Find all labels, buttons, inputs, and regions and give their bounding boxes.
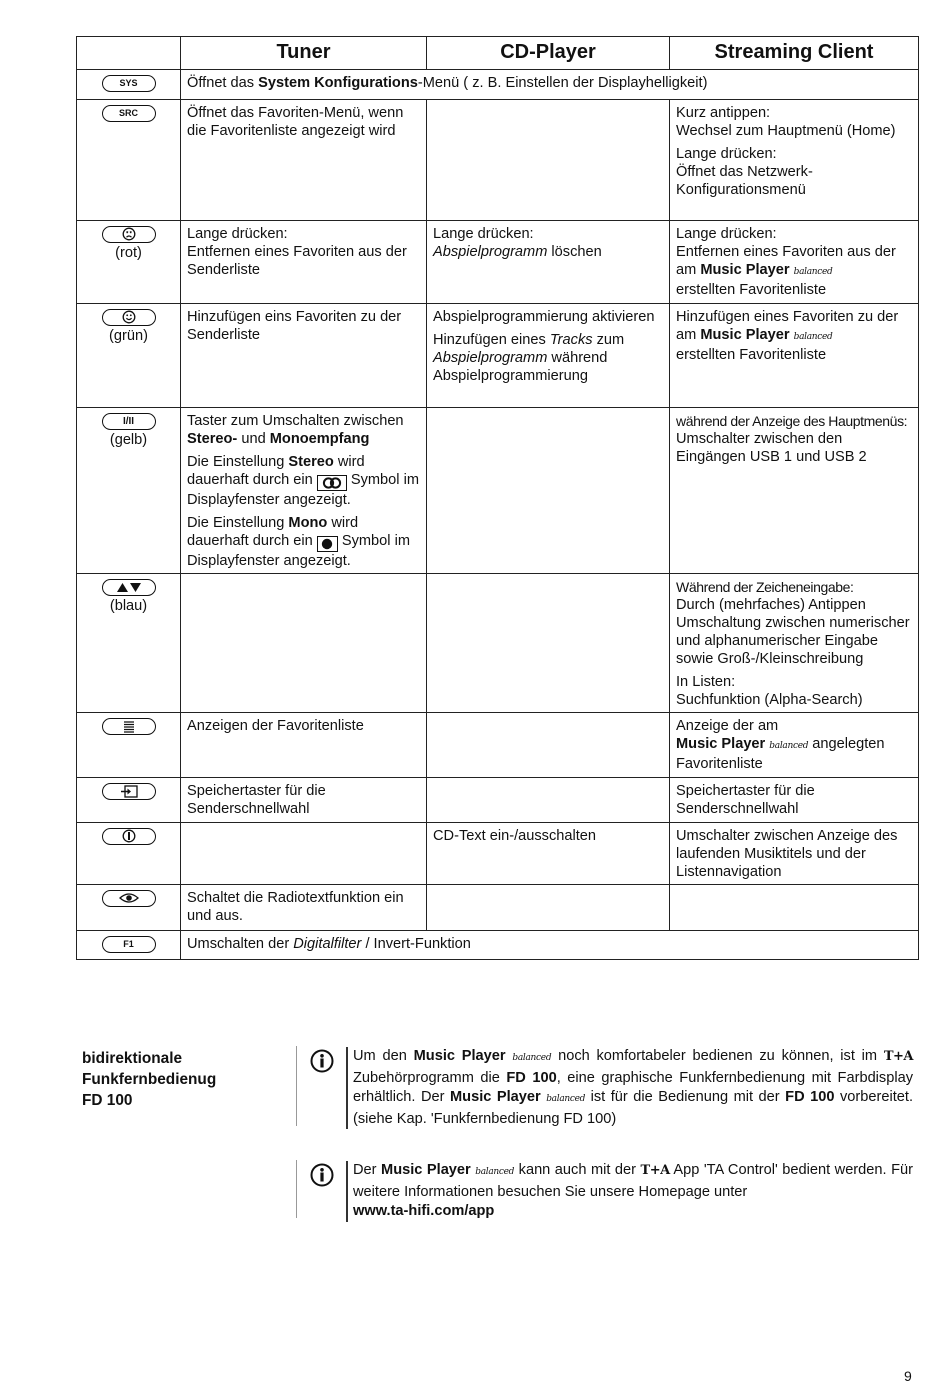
key-color-label: (rot) [115, 245, 142, 261]
f1-button-icon: F1 [102, 936, 156, 953]
table-row [77, 100, 919, 221]
balanced-logo: balanced [546, 1094, 586, 1104]
tuner-cell: Speichertaster für die Senderschnellwahl [181, 778, 427, 823]
key-cell [77, 408, 181, 574]
table-row [77, 713, 919, 778]
section-heading: bidirektionale Funkfernbedienug FD 100 [82, 1050, 217, 1109]
key-cell [77, 70, 181, 100]
table-row [77, 778, 919, 823]
info-icon [310, 1163, 334, 1187]
up-down-arrow-button-icon [102, 579, 156, 596]
src-button-icon: SRC [102, 105, 156, 122]
tuner-cell: Lange drücken: Entfernen eines Favoriten aus der Senderliste [181, 221, 427, 304]
divider [296, 1160, 297, 1218]
note-fd100: Um den Music Player balanced noch komfortabeler bedienen zu können, ist im T+A Zubehörprogramm die FD 100, eine graphische Funkfernbedienung mit Farbdisplay erhältlich. Der Music Player balanced ist für die Bedienung mit der FD 100 vorbereitet. (siehe Kap. 'Funkfernbedienung FD 100) [346, 1047, 913, 1129]
table-row [77, 931, 919, 960]
eye-button-icon [102, 890, 156, 907]
tuner-cell: Schaltet die Radiotextfunktion ein und aus. [181, 885, 427, 931]
tuner-cell: Öffnet das Favoriten-Menü, wenn die Favoritenliste angezeigt wird [181, 100, 427, 221]
cd-cell: Lange drücken: Abspielprogramm löschen [427, 221, 670, 304]
stream-cell: Speichertaster für die Senderschnellwahl [670, 778, 919, 823]
balanced-logo: balanced [793, 332, 833, 342]
key-cell [77, 823, 181, 885]
header-key [77, 37, 181, 70]
stream-cell [670, 885, 919, 931]
tuner-cell: Taster zum Umschalten zwischen Stereo- und Monoempfang Die Einstellung Stereo wird dauerhaft durch ein Symbol im Displayfenster angezeigt. Die Einstellung Mono wird dauerhaft durch ein Symbol im Displayfenster angezeigt. [181, 408, 427, 574]
function-table [76, 36, 919, 960]
stream-cell: Umschalter zwischen Anzeige des laufenden Musiktitels und der Listennavigation [670, 823, 919, 885]
key-cell [77, 100, 181, 221]
balanced-logo: balanced [769, 741, 809, 751]
stream-cell: Kurz antippen: Wechsel zum Hauptmenü (Home) Lange drücken: Öffnet das Netzwerk-Konfigurationsmenü [670, 100, 919, 221]
key-cell [77, 885, 181, 931]
stream-cell: Lange drücken: Entfernen eines Favoriten aus der am Music Player balanced erstellten Favoritenliste [670, 221, 919, 304]
stream-cell: während der Anzeige des Hauptmenüs: Umschalter zwischen den Eingängen USB 1 und USB 2 [670, 408, 919, 574]
cd-cell [427, 100, 670, 221]
tuner-cell [181, 823, 427, 885]
stream-cell: Anzeige der am Music Player balanced angelegten Favoritenliste [670, 713, 919, 778]
key-cell [77, 221, 181, 304]
key-cell [77, 931, 181, 960]
mono-symbol-icon [317, 536, 338, 552]
key-color-label: (grün) [109, 328, 148, 344]
key-cell [77, 574, 181, 713]
stereo-symbol-icon [317, 475, 347, 491]
tuner-cell [181, 574, 427, 713]
cd-cell [427, 778, 670, 823]
stereo-mono-button-icon: I/II [102, 413, 156, 430]
info-button-icon [102, 828, 156, 845]
table-row [77, 823, 919, 885]
smile-face-button-icon [102, 309, 156, 326]
tuner-cell: Hinzufügen eins Favoriten zu der Senderliste [181, 304, 427, 408]
list-button-icon [102, 718, 156, 735]
key-cell [77, 304, 181, 408]
key-color-label: (gelb) [109, 432, 148, 448]
cd-cell: Abspielprogrammierung aktivieren Hinzufügen eines Tracks zum Abspielprogramm während Abspielprogrammierung [427, 304, 670, 408]
table-row [77, 70, 919, 100]
span-cell: Umschalten der Digitalfilter / Invert-Funktion [181, 931, 919, 960]
cd-cell [427, 885, 670, 931]
header-streaming-client: Streaming Client [670, 37, 919, 70]
homepage-link[interactable]: www.ta-hifi.com/app [353, 1203, 495, 1219]
key-cell [77, 713, 181, 778]
stream-cell: Hinzufügen eines Favoriten zu der am Music Player balanced erstellten Favoritenliste [670, 304, 919, 408]
table-row [77, 304, 919, 408]
table-row [77, 221, 919, 304]
table-row [77, 408, 919, 574]
balanced-logo: balanced [512, 1053, 552, 1063]
table-row [77, 885, 919, 931]
table-header-row [77, 37, 919, 70]
cd-cell [427, 574, 670, 713]
header-cd-player: CD-Player [427, 37, 670, 70]
key-cell [77, 778, 181, 823]
tuner-cell: Anzeigen der Favoritenliste [181, 713, 427, 778]
key-color-label: (blau) [109, 598, 148, 614]
note-ta-control-app: Der Music Player balanced kann auch mit der T+A App 'TA Control' bedient werden. Für weitere Informationen besuchen Sie unsere Homepage unter www.ta-hifi.com/app [346, 1161, 913, 1222]
balanced-logo: balanced [475, 1167, 515, 1177]
table-row [77, 574, 919, 713]
store-button-icon [102, 783, 156, 800]
info-icon [310, 1049, 334, 1073]
ta-brand-logo: T+A [883, 1049, 914, 1064]
ta-brand-logo: T+A [640, 1163, 670, 1178]
sad-face-button-icon [102, 226, 156, 243]
cd-cell [427, 713, 670, 778]
page-number: 9 [904, 1368, 912, 1384]
cd-cell: CD-Text ein-/ausschalten [427, 823, 670, 885]
header-tuner: Tuner [181, 37, 427, 70]
cd-cell [427, 408, 670, 574]
stream-cell: Während der Zeicheneingabe: Durch (mehrfaches) Antippen Umschaltung zwischen numerischer und alphanumerischer Eingabe sowie Groß-/Kleinschreibung In Listen: Suchfunktion (Alpha-Search) [670, 574, 919, 713]
divider [296, 1046, 297, 1126]
span-cell: Öffnet das System Konfigurations-Menü ( z. B. Einstellen der Displayhelligkeit) [181, 70, 919, 100]
balanced-logo: balanced [793, 267, 833, 277]
sys-button-icon: SYS [102, 75, 156, 92]
